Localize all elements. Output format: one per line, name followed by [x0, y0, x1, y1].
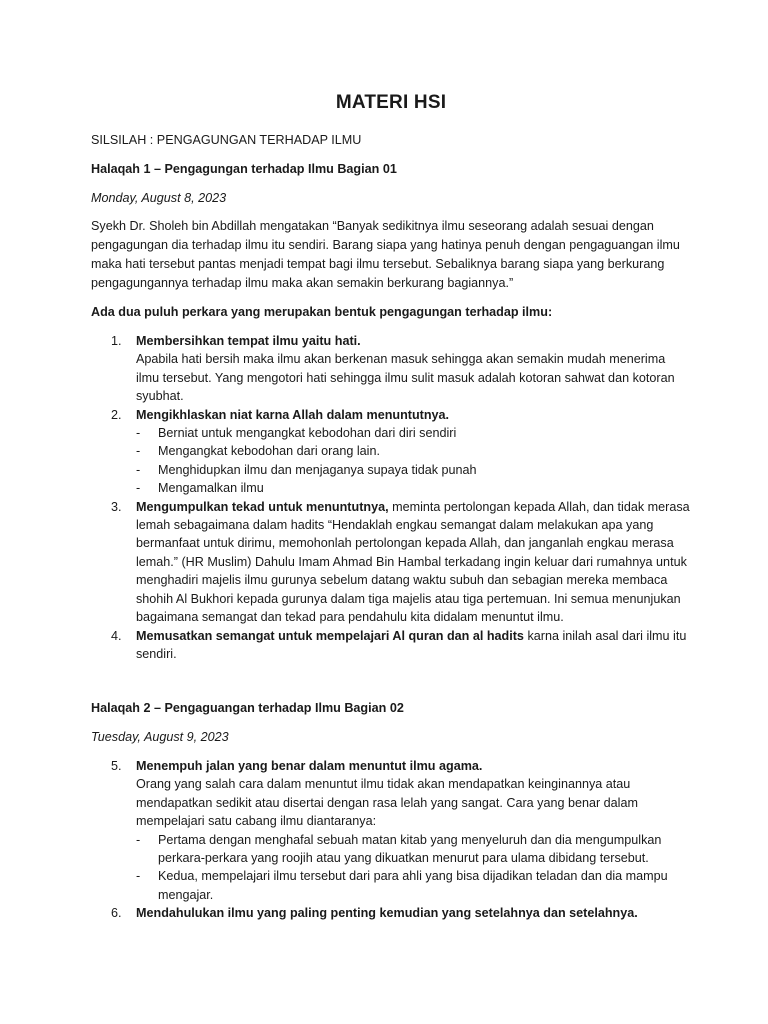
halaqah-2-heading: Halaqah 2 – Pengaguangan terhadap Ilmu Bagian 02 — [91, 701, 404, 715]
list-item-2 — [91, 406, 691, 498]
sub-list — [136, 831, 691, 905]
halaqah-2-list — [91, 757, 691, 923]
halaqah-1-list — [91, 332, 691, 663]
silsilah-heading: SILSILAH : PENGAGUNGAN TERHADAP ILMU — [91, 133, 362, 147]
sub-list-item — [136, 479, 691, 497]
list-item-6 — [91, 904, 691, 922]
list-item-1 — [91, 332, 691, 406]
dash-bullet: - — [136, 462, 141, 477]
list-item-5 — [91, 757, 691, 904]
list-item-body: meminta pertolongan kepada Allah, dan tidak merasa lemah sebagaimana dalam hadits “Hendaklah engkau semangat dalam melakukan apa yang bermanfaat untuk dirimu, memohonlah pertolongan kepada Allah, dan janganlah engkau merasa lemah.” (HR Muslim) Dahulu Imam Ahmad Bin Hambal terkadang ingin keluar dari rumahnya untuk menghadiri majelis ilmu gurunya sebelum datang waktu subuh dan sebagian mereka membaca shohih Al Bukhori kepada gurunya dalam tiga majelis atau tiga pertemuan. Ini semua menunjukan bagaimana semangat dan tekad para pendahulu kita didalam menuntut ilmu. — [136, 499, 690, 625]
sub-list-item — [136, 461, 691, 479]
list-number: 5. — [111, 759, 122, 773]
dash-bullet: - — [136, 444, 141, 459]
dash-bullet: - — [136, 481, 141, 496]
halaqah-1-intro: Syekh Dr. Sholeh bin Abdillah mengatakan “Banyak sedikitnya ilmu seseorang adalah sesuai dengan pengagungan dia terhadap ilmu itu sendiri. Barang siapa yang hatinya penuh dengan pengaguangan ilmu maka hati tersebut pantas menjadi tempat bagi ilmu tersebut. Sebaliknya barang siapa yang berkurang pengagungannya terhadap ilmu maka akan semakin berkurang bagiannya.” — [91, 219, 680, 290]
dash-bullet: - — [136, 869, 141, 884]
sub-item-text: Menghidupkan ilmu dan menjaganya supaya tidak punah — [158, 462, 477, 477]
list-item-title: Membersihkan tempat ilmu yaitu hati. — [136, 334, 361, 348]
list-number: 4. — [111, 628, 122, 643]
list-number: 3. — [111, 499, 122, 514]
list-item-3 — [91, 498, 691, 627]
sub-item-text: Mengamalkan ilmu — [158, 481, 264, 496]
halaqah-1-date: Monday, August 8, 2023 — [91, 191, 227, 205]
sub-list-item — [136, 424, 691, 442]
dash-bullet: - — [136, 426, 141, 441]
sub-list-item — [136, 867, 691, 904]
list-item-body: karna inilah asal dari ilmu itu sendiri. — [136, 628, 687, 661]
list-number: 6. — [111, 906, 122, 921]
list-item-body: Orang yang salah cara dalam menuntut ilmu tidak akan mendapatkan keinginannya atau mendapatkan sedikit atau disertai dengan rasa lelah yang sangat. Cara yang benar dalam mempelajari satu cabang ilmu diantaranya: — [136, 777, 638, 829]
sub-item-text: Mengangkat kebodohan dari orang lain. — [158, 444, 380, 459]
sub-item-text: Pertama dengan menghafal sebuah matan kitab yang menyeluruh dan dia mengumpulkan perkara-perkara yang roojih atau yang dikuatkan menurut para ulama dibidang tersebut. — [158, 832, 662, 866]
list-number: 1. — [111, 334, 122, 348]
halaqah-2-date: Tuesday, August 9, 2023 — [91, 730, 229, 744]
sub-item-text: Kedua, mempelajari ilmu tersebut dari para ahli yang bisa dijadikan teladan dan dia mampu mengajar. — [158, 869, 668, 902]
list-item-title: Menempuh jalan yang benar dalam menuntut ilmu agama. — [136, 759, 483, 773]
sub-list-item — [136, 442, 691, 460]
document-title: MATERI HSI — [335, 92, 447, 113]
list-number: 2. — [111, 407, 122, 422]
list-item-4 — [91, 627, 691, 664]
dash-bullet: - — [136, 832, 141, 847]
sub-list — [136, 424, 691, 498]
halaqah-1-heading: Halaqah 1 – Pengagungan terhadap Ilmu Bagian 01 — [91, 162, 397, 176]
halaqah-1-lead: Ada dua puluh perkara yang merupakan bentuk pengagungan terhadap ilmu: — [91, 305, 553, 319]
list-item-title: Memusatkan semangat untuk mempelajari Al quran dan al hadits — [136, 628, 524, 643]
list-item-body: Apabila hati bersih maka ilmu akan berkenan masuk sehingga akan semakin mudah menerima ilmu tersebut. Yang mengotori hati sehingga ilmu sulit masuk adalah kotoran sahwat dan kotoran syubhat. — [136, 352, 675, 404]
sub-list-item — [136, 831, 691, 868]
sub-item-text: Berniat untuk mengangkat kebodohan dari diri sendiri — [158, 426, 457, 441]
list-item-title: Mengikhlaskan niat karna Allah dalam menuntutnya. — [136, 407, 450, 422]
list-item-title: Mengumpulkan tekad untuk menuntutnya, — [136, 499, 389, 514]
list-item-title: Mendahulukan ilmu yang paling penting kemudian yang setelahnya dan setelahnya. — [136, 906, 638, 921]
